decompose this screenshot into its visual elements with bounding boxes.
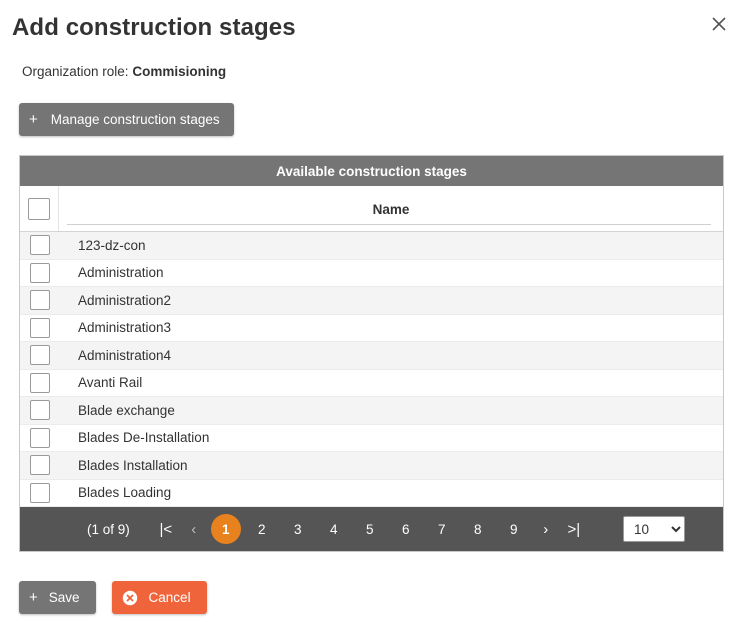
- row-name: Blades Loading: [78, 485, 172, 501]
- page-number-button[interactable]: 3: [283, 514, 313, 544]
- page-count-label: (1 of 9): [87, 521, 130, 537]
- row-checkbox[interactable]: [30, 455, 50, 475]
- row-checkbox-cell: [20, 397, 59, 424]
- row-checkbox-cell: [20, 232, 59, 259]
- table-row[interactable]: [20, 370, 723, 398]
- manage-construction-stages-button[interactable]: [19, 103, 234, 136]
- row-checkbox-cell: [20, 370, 59, 397]
- stages-table-body: [20, 232, 723, 507]
- table-row[interactable]: [20, 452, 723, 480]
- page-number-button[interactable]: 5: [355, 514, 385, 544]
- select-all-cell: [20, 186, 59, 231]
- page-number-button[interactable]: 4: [319, 514, 349, 544]
- row-name: 123-dz-con: [78, 237, 146, 253]
- select-all-checkbox[interactable]: [28, 198, 50, 220]
- table-row[interactable]: [20, 315, 723, 343]
- row-checkbox[interactable]: [30, 400, 50, 420]
- row-name: Blades De-Installation: [78, 430, 210, 446]
- table-row[interactable]: [20, 342, 723, 370]
- row-checkbox-cell: [20, 315, 59, 342]
- next-page-button[interactable]: ›: [532, 515, 560, 543]
- previous-page-button[interactable]: ‹: [180, 515, 208, 543]
- close-button[interactable]: [708, 13, 730, 35]
- page-title: Add construction stages: [12, 14, 296, 41]
- organization-role-value: Commisioning: [132, 64, 227, 79]
- organization-role-label: Organization role:: [22, 64, 129, 79]
- row-checkbox-cell: [20, 452, 59, 479]
- row-checkbox[interactable]: [30, 263, 50, 283]
- first-page-button[interactable]: |<: [152, 515, 180, 543]
- table-row[interactable]: [20, 232, 723, 260]
- row-checkbox[interactable]: [30, 318, 50, 338]
- row-name: Blades Installation: [78, 457, 188, 473]
- row-checkbox[interactable]: [30, 483, 50, 503]
- save-button[interactable]: [19, 581, 96, 614]
- cancel-circle-icon: [122, 590, 138, 606]
- row-name: Administration3: [78, 320, 172, 336]
- available-construction-stages-panel: [19, 155, 724, 552]
- row-name: Administration2: [78, 292, 172, 308]
- row-checkbox-cell: [20, 342, 59, 369]
- page-number-list: [208, 514, 532, 544]
- row-name: Administration4: [78, 347, 172, 363]
- page-number-button[interactable]: 6: [391, 514, 421, 544]
- table-row[interactable]: [20, 480, 723, 508]
- row-checkbox[interactable]: [30, 428, 50, 448]
- save-label: Save: [48, 590, 80, 605]
- cancel-button[interactable]: [112, 581, 207, 614]
- manage-construction-stages-label: Manage construction stages: [50, 112, 220, 127]
- table-row[interactable]: [20, 287, 723, 315]
- dialog-footer: [19, 581, 207, 614]
- column-divider: [67, 224, 711, 225]
- plus-icon: +: [29, 589, 38, 606]
- panel-header: Available construction stages: [20, 156, 723, 186]
- cancel-label: Cancel: [148, 590, 191, 605]
- page-number-button[interactable]: 8: [463, 514, 493, 544]
- row-checkbox-cell: [20, 480, 59, 507]
- table-row[interactable]: [20, 260, 723, 288]
- rows-per-page-select[interactable]: [623, 516, 685, 542]
- page-number-button[interactable]: 7: [427, 514, 457, 544]
- organization-role: [22, 64, 226, 79]
- name-column-header[interactable]: [59, 186, 723, 231]
- page-number-button[interactable]: 1: [211, 514, 241, 544]
- row-checkbox-cell: [20, 425, 59, 452]
- table-row[interactable]: [20, 397, 723, 425]
- last-page-button[interactable]: >|: [560, 515, 588, 543]
- row-name: Avanti Rail: [78, 375, 143, 391]
- row-checkbox-cell: [20, 287, 59, 314]
- paginator: [20, 507, 723, 551]
- page-number-button[interactable]: 9: [499, 514, 529, 544]
- row-checkbox[interactable]: [30, 345, 50, 365]
- table-row[interactable]: [20, 425, 723, 453]
- name-column-label: Name: [372, 202, 410, 217]
- row-checkbox[interactable]: [30, 373, 50, 393]
- row-checkbox-cell: [20, 260, 59, 287]
- close-icon: [711, 16, 727, 32]
- row-checkbox[interactable]: [30, 290, 50, 310]
- plus-icon: +: [29, 111, 38, 128]
- page-number-button[interactable]: 2: [247, 514, 277, 544]
- table-header-row: [20, 186, 723, 232]
- row-name: Blade exchange: [78, 402, 175, 418]
- row-checkbox[interactable]: [30, 235, 50, 255]
- row-name: Administration: [78, 265, 164, 281]
